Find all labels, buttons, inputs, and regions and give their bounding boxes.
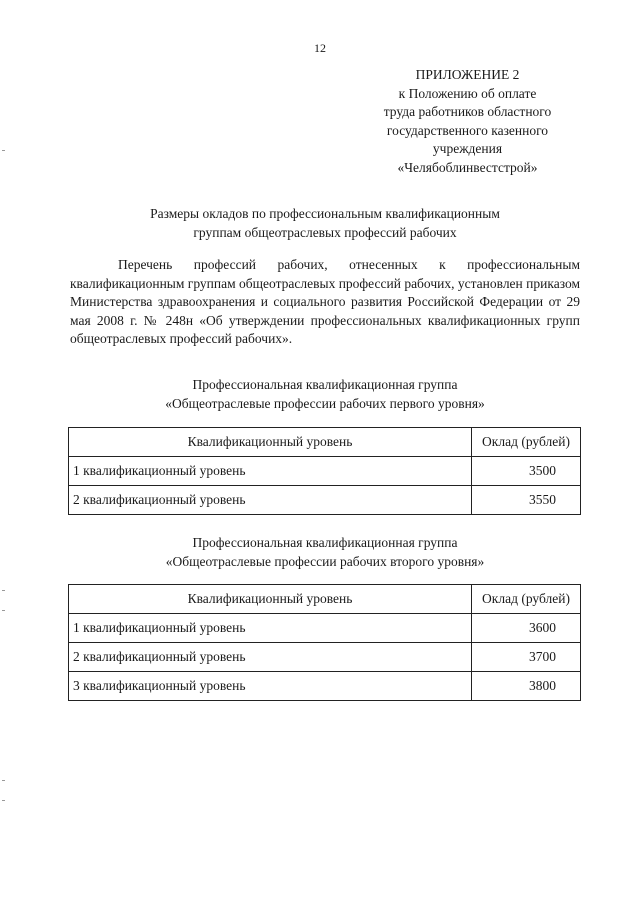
- salary-cell: 3550: [472, 486, 581, 515]
- table-row: [69, 643, 581, 672]
- level-cell: 3 квалификационный уровень: [69, 672, 472, 701]
- scan-mark: [2, 800, 5, 801]
- appendix-line: учреждения: [432, 141, 503, 156]
- salary-table-second-level: [68, 584, 581, 701]
- document-title-line: Размеры окладов по профессиональным квалификационным: [150, 206, 500, 221]
- group-heading-first-level: [70, 376, 580, 413]
- table-row: [69, 457, 581, 486]
- level-cell: 2 квалификационный уровень: [69, 486, 472, 515]
- table-row: [69, 672, 581, 701]
- group-heading-line: «Общеотраслевые профессии рабочих второго уровня»: [165, 553, 485, 569]
- column-header-level: Квалификационный уровень: [69, 585, 472, 614]
- salary-table-first-level: [68, 427, 581, 515]
- appendix-line: труда работников областного: [383, 104, 552, 119]
- scan-mark: [2, 590, 5, 591]
- appendix-block: [355, 66, 580, 177]
- appendix-line: «Челябоблинвестстрой»: [397, 159, 538, 175]
- document-title: [70, 205, 580, 242]
- level-cell: 1 квалификационный уровень: [69, 614, 472, 643]
- group-heading-second-level: [70, 534, 580, 571]
- scan-mark: [2, 780, 5, 781]
- salary-cell: 3500: [472, 457, 581, 486]
- column-header-salary: Оклад (рублей): [472, 428, 581, 457]
- table-row: [69, 614, 581, 643]
- appendix-line: к Положению об оплате: [398, 85, 537, 101]
- column-header-salary: Оклад (рублей): [472, 585, 581, 614]
- document-title-line: группам общеотраслевых профессий рабочих: [193, 224, 457, 240]
- salary-cell: 3700: [472, 643, 581, 672]
- salary-cell: 3800: [472, 672, 581, 701]
- group-heading-line: «Общеотраслевые профессии рабочих первого уровня»: [165, 395, 485, 411]
- table-header-row: [69, 428, 581, 457]
- page-number: 12: [314, 41, 326, 55]
- group-heading-line: Профессиональная квалификационная группа: [192, 377, 458, 392]
- level-cell: 2 квалификационный уровень: [69, 643, 472, 672]
- table-row: [69, 486, 581, 515]
- column-header-level: Квалификационный уровень: [69, 428, 472, 457]
- group-heading-line: Профессиональная квалификационная группа: [192, 535, 458, 550]
- scan-mark: [2, 150, 5, 151]
- appendix-line: государственного казенного: [386, 122, 549, 138]
- intro-paragraph: Перечень профессий рабочих, отнесенных к профессиональным квалификационным группам общеотраслевых профессий рабочих, установлен приказом Министерства здравоохранения и социального развития Российской Федерации от 29 мая 2008 г. № 248н «Об утверждении профессиональных квалификационных групп общеотраслевых профессий рабочих».: [70, 257, 580, 346]
- appendix-title: ПРИЛОЖЕНИЕ 2: [415, 67, 520, 82]
- table-header-row: [69, 585, 581, 614]
- scan-mark: [2, 610, 5, 611]
- salary-cell: 3600: [472, 614, 581, 643]
- level-cell: 1 квалификационный уровень: [69, 457, 472, 486]
